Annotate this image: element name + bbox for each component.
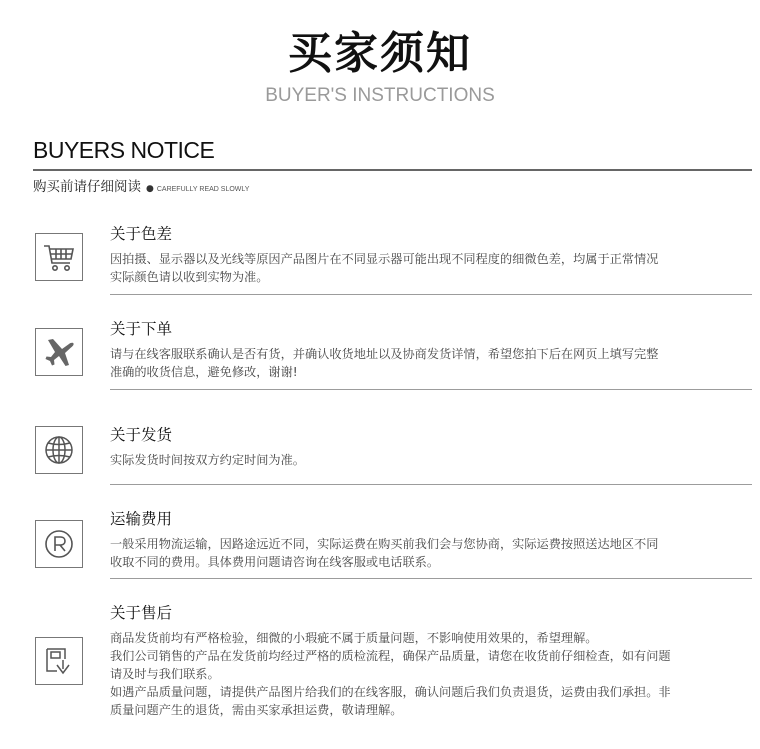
section-line: 收取不同的费用。具体费用问题请咨询在线客服或电话联系。: [110, 555, 440, 569]
section-divider: [110, 389, 752, 390]
section-line: 准确的收货信息，避免修改，谢谢!: [110, 365, 298, 379]
section-body-order: [110, 345, 730, 381]
section-title-order: 关于下单: [110, 320, 173, 338]
section-line: 请及时与我们联系。: [110, 667, 220, 681]
section-title-freight: 运输费用: [110, 510, 173, 528]
section-body-aftersales: [110, 629, 730, 719]
section-line: 一般采用物流运输，因路途远近不同，实际运费在购买前我们会与您协商，实际运费按照送达地区不同: [110, 537, 659, 551]
return-box-icon: [35, 637, 83, 685]
section-line: 因拍摄、显示器以及光线等原因产品图片在不同显示器可能出现不同程度的细微色差，均属于正常情况: [110, 252, 659, 266]
notice-subheading: [33, 177, 249, 200]
section-line: 请与在线客服联系确认是否有货，并确认收货地址以及协商发货详情，希望您拍下后在网页上填写完整: [110, 347, 659, 361]
section-line: 我们公司销售的产品在发货前均经过严格的质检流程，确保产品质量，请您在收货前仔细检查，如有问题: [110, 649, 671, 663]
page-title: 买家须知: [288, 28, 472, 79]
notice-subheading-zh: 购买前请仔细阅读: [33, 179, 141, 195]
section-line: 实际颜色请以收到实物为准。: [110, 270, 269, 284]
section-title-aftersales: 关于售后: [110, 604, 173, 622]
section-body-shipping: [110, 451, 730, 469]
bullet-dot-icon: ●: [146, 184, 154, 194]
globe-icon: [35, 426, 83, 474]
section-title-color: 关于色差: [110, 225, 173, 243]
notice-divider: [33, 169, 752, 171]
section-divider: [110, 484, 752, 485]
section-line: 质量问题产生的退货，需由买家承担运费，敬请理解。: [110, 703, 403, 717]
airplane-icon: [35, 328, 83, 376]
section-divider: [110, 578, 752, 579]
notice-subheading-en: CAREFULLY READ SLOWLY: [156, 186, 250, 193]
section-line: 商品发货前均有严格检验，细微的小瑕疵不属于质量问题，不影响使用效果的，希望理解。: [110, 631, 598, 645]
section-body-color: [110, 250, 730, 286]
page-subtitle: BUYER'S INSTRUCTIONS: [265, 85, 495, 106]
section-body-freight: [110, 535, 730, 571]
notice-heading: BUYERS NOTICE: [33, 137, 215, 163]
section-title-shipping: 关于发货: [110, 426, 173, 444]
registered-icon: [35, 520, 83, 568]
section-line: 如遇产品质量问题，请提供产品图片给我们的在线客服，确认问题后我们负责退货，运费由我们承担。非: [110, 685, 671, 699]
shopping-cart-icon: [35, 233, 83, 281]
section-divider: [110, 294, 752, 295]
section-line: 实际发货时间按双方约定时间为准。: [110, 453, 305, 467]
